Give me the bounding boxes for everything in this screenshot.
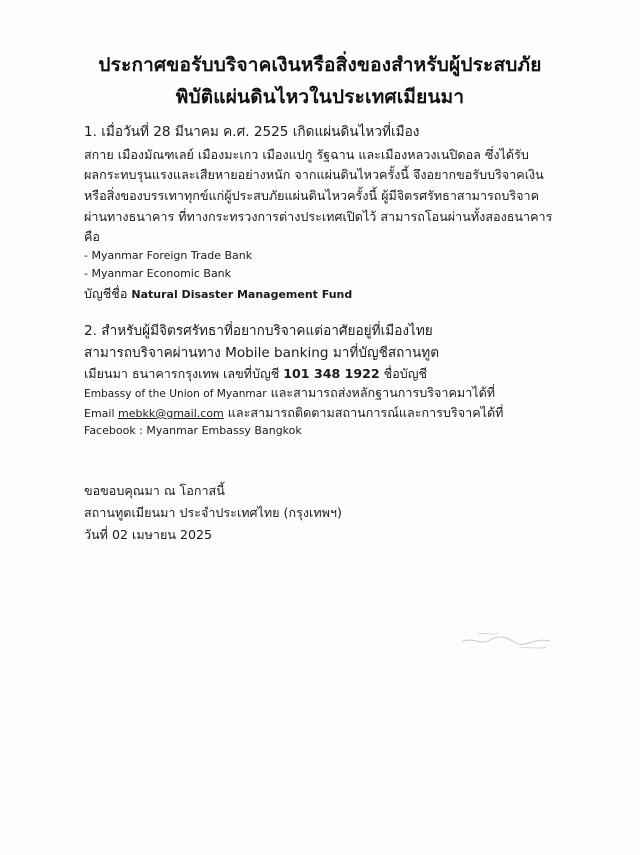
- facebook-line: Facebook : Myanmar Embassy Bangkok: [84, 424, 302, 437]
- section1-line-3: ผลกระทบรุนแรงและเสียหายอย่างหนัก จากแผ่นดินไหวครั้งนี้ จึงอยากขอรับบริจาคเงิน: [84, 167, 544, 182]
- section2-line-4: [84, 385, 495, 402]
- section2-line-1: 2. สำหรับผู้มีจิตรศรัทธาที่อยากบริจาคแต่อาศัยอยู่ที่เมืองไทย: [84, 323, 433, 339]
- section1-line-4: หรือสิ่งของบรรเทาทุกข์แก่ผู้ประสบภัยแผ่นดินไหวครั้งนี้ ผู้มีจิตรศรัทธาสามารถบริจาค: [84, 188, 540, 203]
- section1-line-2: สกาย เมืองมัณฑเลย์ เมืองมะเกว เมืองแปกู รัฐฉาน และเมืองหลวงเนปิดอล ซึ่งได้รับ: [84, 147, 529, 162]
- bank-item-1: - Myanmar Foreign Trade Bank: [84, 249, 253, 262]
- account-number: 101 348 1922: [283, 366, 380, 381]
- signatory-line: สถานทูตเมียนมา ประจำประเทศไทย (กรุงเทพฯ): [84, 505, 342, 520]
- account-name-line: [84, 286, 352, 303]
- date-line: วันที่ 02 เมษายน 2025: [84, 527, 213, 542]
- section1-line-6: คือ: [84, 229, 100, 244]
- title-line-2: พิบัติแผ่นดินไหวในประเทศเมียนมา: [175, 86, 465, 108]
- thanks-line: ขอขอบคุณมา ณ โอกาสนี้: [84, 483, 225, 498]
- follow-instruction: และสามารถติดตามสถานการณ์และการบริจาคได้ที่: [223, 405, 504, 420]
- account-name: Natural Disaster Management Fund: [131, 288, 353, 301]
- account-name-prefix: บัญชีชื่อ: [84, 286, 132, 301]
- section2-line-3: [84, 366, 427, 382]
- faint-pencil-mark: [458, 628, 558, 654]
- section2-line-2: สามารถบริจาคผ่านทาง Mobile banking มาที่บัญชีสถานทูต: [84, 345, 440, 361]
- section1-line-5: ผ่านทางธนาคาร ที่ทางกระทรวงการต่างประเทศเปิดไว้ สามารถโอนผ่านทั้งสองธนาคาร: [84, 209, 553, 224]
- email-link[interactable]: mebkk@gmail.com: [118, 407, 224, 420]
- embassy-account-name: Embassy of the Union of Myanmar: [84, 388, 267, 400]
- proof-instruction: และสามารถส่งหลักฐานการบริจาคมาได้ที่: [266, 385, 496, 400]
- title-line-1: ประกาศขอรับบริจาคเงินหรือสิ่งของสำหรับผู้ประสบภัย: [98, 54, 542, 76]
- bank-account-prefix: เมียนมา ธนาคารกรุงเทพ เลขที่บัญชี: [84, 366, 284, 381]
- email-label: Email: [84, 407, 119, 420]
- section2-line-5: [84, 405, 503, 422]
- bank-account-suffix: ชื่อบัญชี: [379, 366, 428, 381]
- section1-line-1: 1. เมื่อวันที่ 28 มีนาคม ค.ศ. 2525 เกิดแผ่นดินไหวที่เมือง: [84, 124, 420, 140]
- bank-item-2: - Myanmar Economic Bank: [84, 267, 232, 280]
